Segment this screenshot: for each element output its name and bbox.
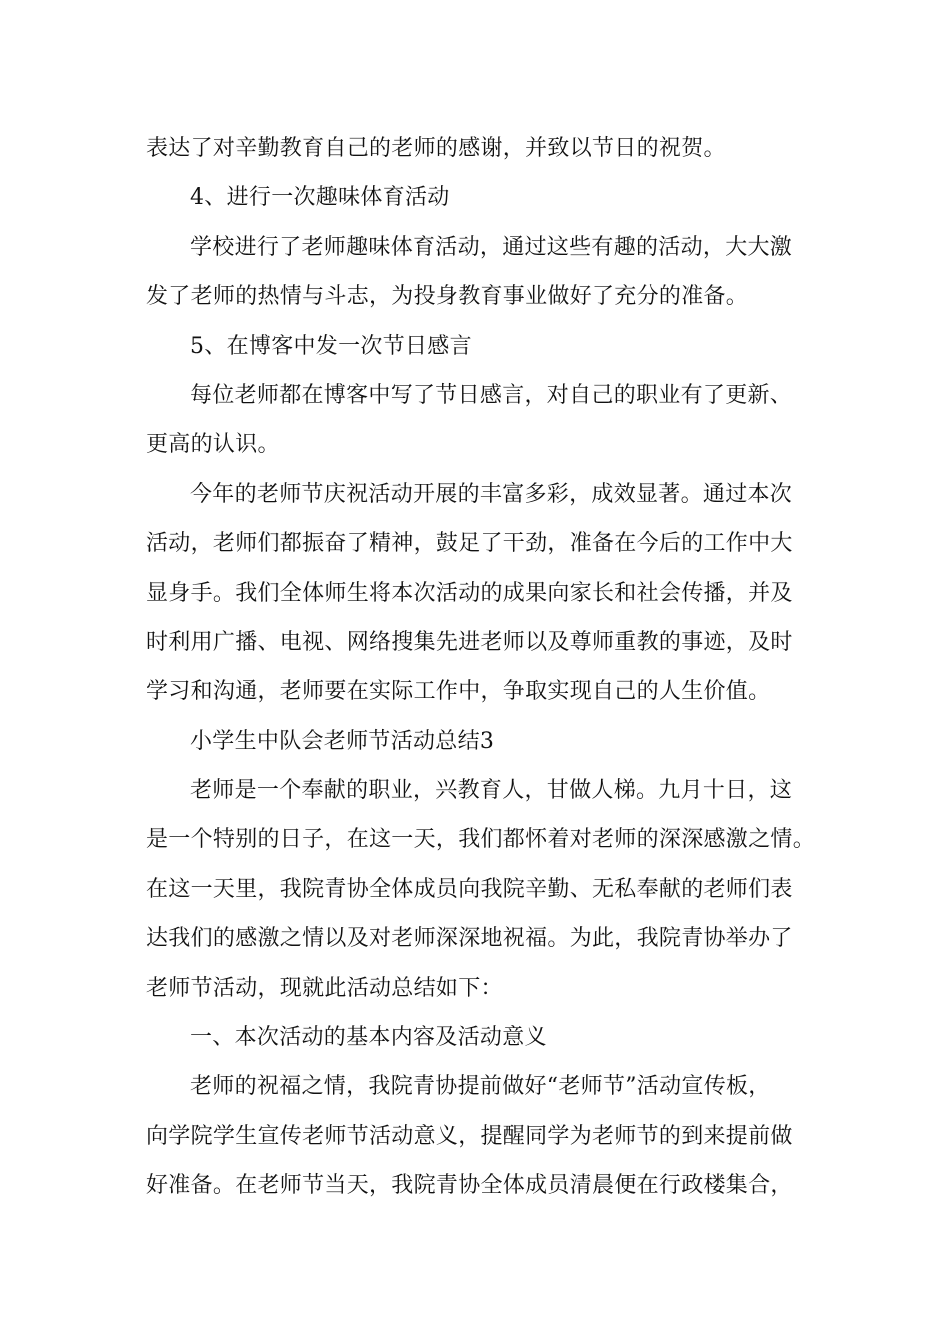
paragraph-line: 老师是一个奉献的职业，兴教育人，甘做人梯。九月十日，这 (190, 778, 793, 804)
section-heading: 4、进行一次趣味体育活动 (190, 185, 450, 211)
paragraph-line: 向学院学生宣传老师节活动意义，提醒同学为老师节的到来提前做 (146, 1123, 793, 1149)
paragraph-line: 表达了对辛勤教育自己的老师的感谢，并致以节日的祝贺。 (146, 136, 726, 161)
paragraph-line: 发了老师的热情与斗志，为投身教育事业做好了充分的准备。 (146, 284, 749, 310)
paragraph-line: 显身手。我们全体师生将本次活动的成果向家长和社会传播，并及 (146, 580, 793, 606)
paragraph-line: 学校进行了老师趣味体育活动，通过这些有趣的活动，大大激 (190, 234, 793, 260)
paragraph-line: 好准备。在老师节当天，我院青协全体成员清晨便在行政楼集合， (146, 1173, 793, 1199)
paragraph-line: 今年的老师节庆祝活动开展的丰富多彩，成效显著。通过本次 (190, 481, 793, 507)
paragraph-line: 是一个特别的日子，在这一天，我们都怀着对老师的深深感激之情。 (146, 827, 816, 853)
paragraph-line: 老师节活动，现就此活动总结如下： (146, 975, 503, 1001)
document-body (146, 124, 836, 1211)
paragraph-line: 学习和沟通，老师要在实际工作中，争取实现自己的人生价值。 (146, 679, 771, 705)
paragraph-line: 达我们的感激之情以及对老师深深地祝福。为此，我院青协举办了 (146, 926, 793, 952)
section-heading: 一、本次活动的基本内容及活动意义 (190, 1025, 547, 1051)
paragraph-line: 老师的祝福之情，我院青协提前做好“老师节”活动宣传板， (190, 1074, 771, 1100)
paragraph-line: 时利用广播、电视、网络搜集先进老师以及尊师重教的事迹，及时 (146, 629, 793, 655)
section-heading: 5、在博客中发一次节日感言 (190, 333, 472, 359)
article-title: 小学生中队会老师节活动总结3 (190, 728, 495, 754)
paragraph-line: 在这一天里，我院青协全体成员向我院辛勤、无私奉献的老师们表 (146, 876, 793, 902)
paragraph-line: 更高的认识。 (146, 432, 280, 458)
paragraph-line: 活动，老师们都振奋了精神，鼓足了干劲，准备在今后的工作中大 (146, 531, 793, 557)
paragraph-line: 每位老师都在博客中写了节日感言，对自己的职业有了更新、 (190, 382, 793, 408)
